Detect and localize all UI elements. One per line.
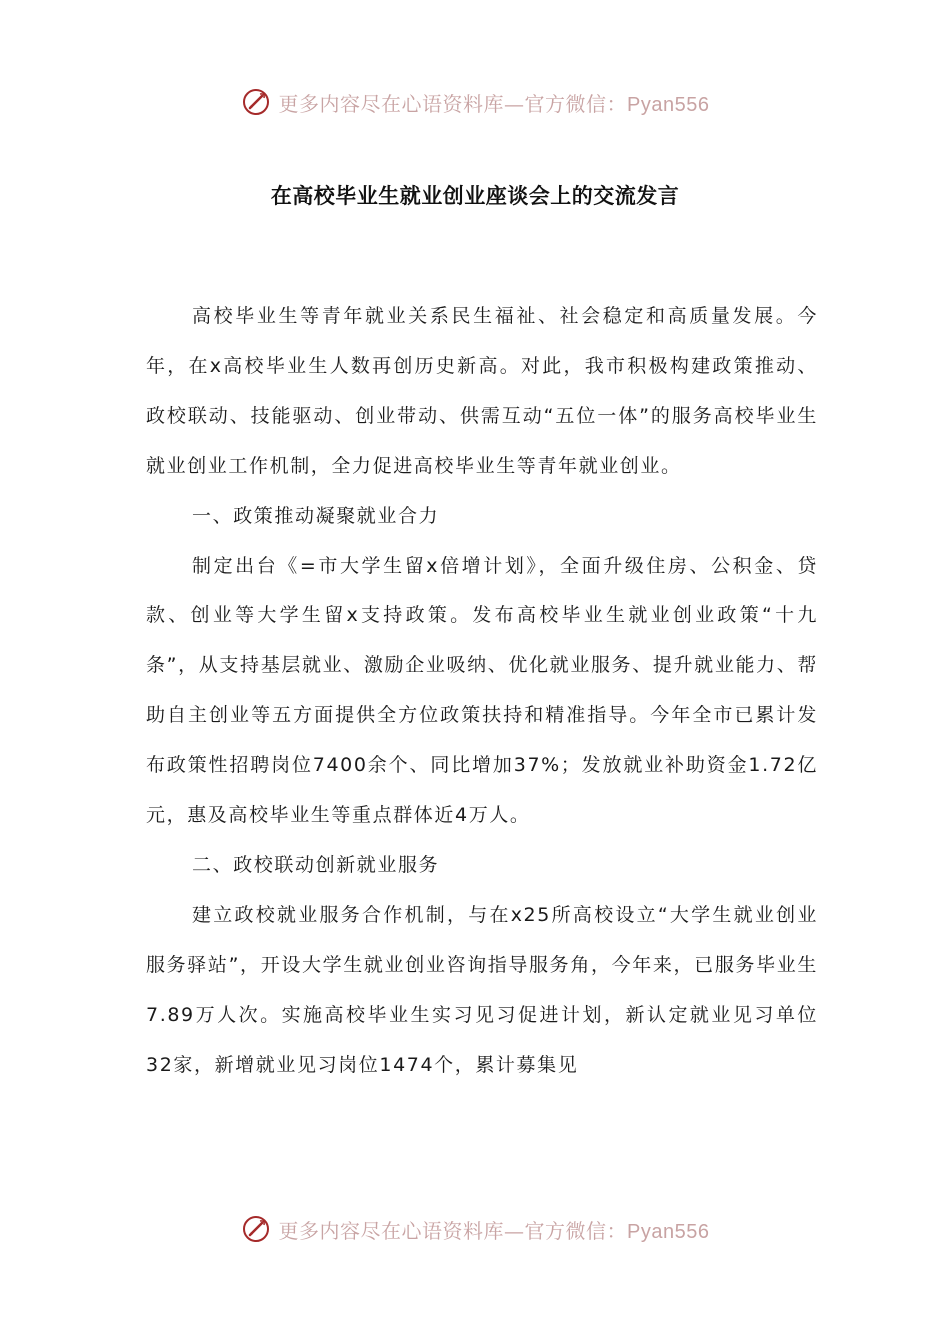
pen-logo-icon [241,87,271,117]
paragraph-policy: 制定出台《=市大学生留x倍增计划》，全面升级住房、公积金、贷款、创业等大学生留x支持政策。发布高校毕业生就业创业政策“十九条”，从支持基层就业、激励企业吸纳、优化就业服务、提升就业能力、帮助自主创业等五方面提供全方位政策扶持和精准指导。今年全市已累计发布政策性招聘岗位7400余个、同比增加37%；发放就业补助资金1.72亿元，惠及高校毕业生等重点群体近4万人。 [146,554,818,827]
watermark-wechat-id: Pyan556 [627,1220,710,1243]
paragraph-intro: 高校毕业生等青年就业关系民生福祉、社会稳定和高质量发展。今年，在x高校毕业生人数再创历史新高。对此，我市积极构建政策推动、政校联动、技能驱动、创业带动、供需互动“五位一体”的服务高校毕业生就业创业工作机制，全力促进高校毕业生等青年就业创业。 [146,305,818,477]
watermark-text: 更多内容尽在心语资料库—官方微信： [278,91,628,116]
section-heading-2: 二、政校联动创新就业服务 [192,853,440,876]
document-title: 在高校毕业生就业创业座谈会上的交流发言 [270,184,680,208]
watermark-wechat-id: Pyan556 [627,93,710,116]
document-body [146,292,818,1091]
watermark-text: 更多内容尽在心语资料库—官方微信： [278,1218,628,1243]
paragraph-cooperation: 建立政校就业服务合作机制，与在x25所高校设立“大学生就业创业服务驿站”，开设大学生就业创业咨询指导服务角，今年来，已服务毕业生7.89万人次。实施高校毕业生实习见习促进计划，新认定就业见习单位32家，新增就业见习岗位1474个，累计募集见 [146,903,818,1076]
section-heading-1: 一、政策推动凝聚就业合力 [192,504,440,527]
watermark-header [0,80,950,124]
watermark-footer [0,1207,950,1251]
pen-logo-icon [241,1214,271,1244]
